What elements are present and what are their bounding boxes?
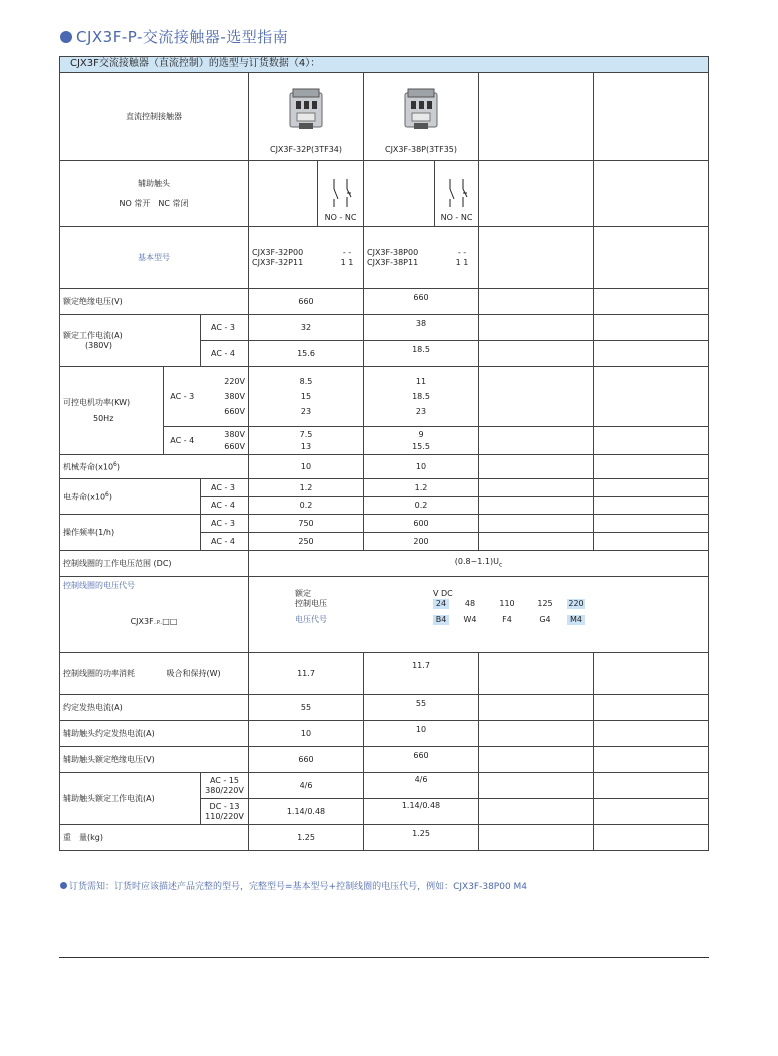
work-current-title: 额定工作电流(A): [63, 330, 123, 340]
elec-life-sup: 6: [105, 490, 109, 498]
motor-ac3-values-1: [249, 367, 364, 427]
mp-ac3-380-1: 15: [300, 391, 312, 401]
wc-ac3-1: 32: [249, 315, 364, 341]
coil-code-model-box: □□: [162, 617, 178, 626]
of-ac3-1: 750: [249, 515, 364, 533]
v660-label: 660V: [224, 441, 245, 451]
of-ac3-2: 600: [364, 515, 479, 533]
empty-cell: [594, 227, 709, 289]
wc-ac4-2: 18.5: [364, 341, 479, 367]
empty-cell: [479, 427, 594, 455]
order-note-text: 订货需知：订货时应该描述产品完整的型号，完整型号=基本型号+控制线圈的电压代号，例如：CJX3F-38P00 M4: [69, 882, 528, 892]
value-list: [367, 429, 475, 453]
op-freq-label: 操作频率(1/h): [60, 515, 201, 551]
model-1-mark-a: - -: [342, 247, 352, 257]
empty-cell: [594, 341, 709, 367]
voltage-list: [204, 376, 246, 418]
empty-cell: [594, 315, 709, 341]
work-current-sub: (380V): [85, 340, 112, 350]
motor-ac4-values-1: [249, 427, 364, 455]
aux-ac15-1: 4/6: [249, 773, 364, 799]
el-ac4-2: 0.2: [364, 497, 479, 515]
coil-range-sub: c: [498, 562, 503, 570]
mech-life-text: 机械寿命(x10: [63, 462, 114, 472]
mech-life-1: 10: [249, 455, 364, 479]
model-2a: CJX3F-38P00: [367, 247, 419, 257]
base-model-label: 基本型号: [60, 227, 249, 289]
motor-hz: 50Hz: [93, 413, 114, 423]
motor-ac3-label: AC - 3: [164, 367, 201, 427]
empty-cell: [249, 161, 318, 227]
model-1a: CJX3F-32P00: [252, 247, 304, 257]
empty-cell: [594, 455, 709, 479]
model-1b: CJX3F-32P11: [252, 257, 304, 267]
wc-ac4-1: 15.6: [249, 341, 364, 367]
coil-range-value: [249, 551, 709, 577]
motor-power-label: [60, 367, 164, 455]
aux-contact-label: [60, 161, 249, 227]
mp-ac3-220-2: 11: [415, 376, 427, 386]
order-note: [60, 879, 527, 892]
aux-ins-1: 660: [249, 747, 364, 773]
el-ac3-2: 1.2: [364, 479, 479, 497]
no-nc-2: NO - NC: [440, 213, 473, 222]
empty-cell: [594, 289, 709, 315]
weight-2: 1.25: [364, 825, 479, 851]
empty-cell: [479, 721, 594, 747]
empty-cell: [594, 799, 709, 825]
empty-cell: [594, 479, 709, 497]
insulation-v1: 660: [249, 289, 364, 315]
empty-cell: [594, 533, 709, 551]
of-ac4-2: 200: [364, 533, 479, 551]
value-list: [367, 376, 475, 418]
model-2-mark-b: 1 1: [455, 257, 469, 267]
thermal-2: 55: [364, 695, 479, 721]
empty-cell: [594, 825, 709, 851]
code-m4: M4: [567, 615, 585, 625]
weight-1: 1.25: [249, 825, 364, 851]
model-2-mark-a: - -: [457, 247, 467, 257]
empty-cell: [479, 773, 594, 799]
product-cell-1: [249, 73, 364, 161]
el-ac4-label: AC - 4: [201, 497, 249, 515]
table-caption: CJX3F交流接触器（直流控制）的选型与订货数据（4）：: [60, 57, 709, 73]
aux-ins-2: 660: [364, 747, 479, 773]
product-name-1: CJX3F-32P(3TF34): [269, 145, 342, 154]
mp-ac4-660-2: 15.5: [412, 441, 430, 451]
model-cell-2: [364, 227, 479, 289]
v220-label: 220V: [224, 376, 245, 386]
coil-code-model: [63, 617, 245, 627]
empty-cell: [479, 73, 594, 161]
dc13-voltage: 110/220V: [205, 811, 244, 821]
elec-life-text: 电寿命(x10: [63, 492, 106, 502]
coil-power-2: 11.7: [364, 653, 479, 695]
code-b4: B4: [433, 615, 449, 625]
v660-label: 660V: [224, 406, 245, 416]
coil-code-label-cell: [60, 577, 249, 653]
of-ac4-1: 250: [249, 533, 364, 551]
v380-label: 380V: [224, 391, 245, 401]
voltage-125: 125: [537, 599, 553, 608]
mp-ac3-660-1: 23: [300, 406, 312, 416]
empty-cell: [594, 367, 709, 427]
model-inner-1: [252, 248, 360, 268]
coil-code-values: [249, 577, 709, 653]
product-name-2: CJX3F-38P(3TF35): [384, 145, 457, 154]
empty-cell: [479, 747, 594, 773]
empty-cell: [594, 653, 709, 695]
ac15-voltage: 380/220V: [205, 785, 244, 795]
bullet-icon: [60, 31, 72, 43]
dc-contactor-label: 直流控制接触器: [60, 73, 249, 161]
empty-cell: [479, 533, 594, 551]
thermal-1: 55: [249, 695, 364, 721]
mp-ac4-660-1: 13: [300, 441, 312, 451]
code-w4: W4: [463, 615, 477, 624]
voltage-48: 48: [464, 599, 476, 608]
of-ac3-label: AC - 3: [201, 515, 249, 533]
motor-power-title: 可控电机功率(KW): [63, 397, 131, 407]
mech-life-sup: 6: [113, 460, 117, 468]
empty-cell: [479, 825, 594, 851]
motor-ac4-label: AC - 4: [164, 427, 201, 455]
value-list: [252, 429, 360, 453]
aux-thermal-1: 10: [249, 721, 364, 747]
coil-code-grid: [295, 589, 585, 625]
contactor-image-icon: [287, 87, 325, 131]
rated-label: 额定: [295, 589, 311, 598]
voltage-list: [204, 429, 246, 453]
empty-cell: [479, 479, 594, 497]
aux-contact-title: 辅助触头: [138, 178, 170, 188]
mp-ac3-220-1: 8.5: [299, 376, 313, 386]
weight-label: 重 量(kg): [60, 825, 249, 851]
coil-power-label: 控制线圈的功率消耗: [60, 653, 164, 695]
motor-ac3-values-2: [364, 367, 479, 427]
dc13-label: DC - 13: [209, 801, 240, 811]
motor-ac4-voltages: [201, 427, 249, 455]
aux-dc13-2: 1.14/0.48: [364, 799, 479, 825]
aux-work-current-label: 辅助触头额定工作电流(A): [60, 773, 201, 825]
empty-cell: [479, 799, 594, 825]
insulation-v2: 660: [364, 289, 479, 315]
empty-cell: [594, 497, 709, 515]
no-nc-1: NO - NC: [324, 213, 357, 222]
empty-cell: [479, 497, 594, 515]
motor-ac3-voltages: [201, 367, 249, 427]
empty-cell: [479, 289, 594, 315]
ac15-label-cell: [201, 773, 249, 799]
code-f4: F4: [502, 615, 512, 624]
code-g4: G4: [539, 615, 551, 624]
mp-ac3-660-2: 23: [415, 406, 427, 416]
bullet-icon: [60, 882, 67, 889]
empty-cell: [479, 367, 594, 427]
coil-range-label: 控制线圈的工作电压范围 (DC): [60, 551, 249, 577]
vdc-label: V DC: [433, 589, 453, 598]
aux-thermal-2: 10: [364, 721, 479, 747]
ctrl-voltage-label: 控制电压: [295, 599, 327, 608]
wc-ac3-2: 38: [364, 315, 479, 341]
empty-cell: [479, 341, 594, 367]
product-cell-2: [364, 73, 479, 161]
elec-life-label: 电寿命$(x10^6)$: [60, 479, 201, 515]
mp-ac3-380-2: 18.5: [412, 391, 430, 401]
value-list: [252, 376, 360, 418]
aux-symbol-cell-2: [435, 161, 479, 227]
coil-code-model-mid: ..P..: [153, 620, 163, 626]
model-2b: CJX3F-38P11: [367, 257, 419, 267]
aux-ac15-2: 4/6: [364, 773, 479, 799]
aux-thermal-label: 辅助触头约定发热电流(A): [60, 721, 249, 747]
empty-cell: [479, 315, 594, 341]
footer-divider: [59, 957, 709, 958]
el-ac4-1: 0.2: [249, 497, 364, 515]
empty-cell: [479, 515, 594, 533]
page-title: [60, 26, 288, 47]
insulation-voltage-label: 额定绝缘电压(V): [60, 289, 249, 315]
empty-cell: [594, 515, 709, 533]
aux-insulation-label: 辅助触头额定绝缘电压(V): [60, 747, 249, 773]
voltage-220: 220: [568, 599, 584, 608]
model-cell-1: [249, 227, 364, 289]
empty-cell: [594, 73, 709, 161]
empty-cell: [594, 695, 709, 721]
empty-cell: [364, 161, 435, 227]
voltage-110: 110: [499, 599, 515, 608]
voltage-code-label: 电压代号: [295, 615, 327, 624]
ac4-label: AC - 4: [201, 341, 249, 367]
empty-cell: [479, 653, 594, 695]
pickup-hold-label: 吸合和保持(W): [164, 653, 249, 695]
mp-ac4-380-2: 9: [418, 429, 424, 439]
ac15-label: AC - 15: [209, 775, 240, 785]
motor-ac4-values-2: [364, 427, 479, 455]
aux-symbol-cell-1: [318, 161, 364, 227]
work-current-label: [60, 315, 201, 367]
no-nc-legend: NO 常开 NC 常闭: [119, 198, 189, 208]
mech-life-label: 机械寿命$(x10^6)$: [60, 455, 249, 479]
empty-cell: [594, 721, 709, 747]
contactor-image-icon: [402, 87, 440, 131]
mech-life-2: 10: [364, 455, 479, 479]
thermal-current-label: 约定发热电流(A): [60, 695, 249, 721]
empty-cell: [594, 161, 709, 227]
contact-symbol-icon: [327, 177, 355, 209]
coil-range-val: (0.8~1.1)U: [454, 557, 499, 567]
ac3-label: AC - 3: [201, 315, 249, 341]
empty-cell: [594, 747, 709, 773]
coil-code-model-prefix: CJX3F: [130, 617, 154, 626]
of-ac4-label: AC - 4: [201, 533, 249, 551]
aux-dc13-1: 1.14/0.48: [249, 799, 364, 825]
empty-cell: [479, 695, 594, 721]
empty-cell: [594, 427, 709, 455]
el-ac3-1: 1.2: [249, 479, 364, 497]
model-1-mark-b: 1 1: [340, 257, 354, 267]
empty-cell: [479, 455, 594, 479]
spec-table: [59, 56, 709, 851]
el-ac3-label: AC - 3: [201, 479, 249, 497]
coil-code-label: 控制线圈的电压代号: [63, 581, 135, 590]
page-title-text: CJX3F-P-交流接触器-选型指南: [76, 28, 289, 46]
v380-label: 380V: [224, 429, 245, 439]
contact-symbol-icon: [443, 177, 471, 209]
coil-power-1: 11.7: [249, 653, 364, 695]
model-inner-2: [367, 248, 475, 268]
mp-ac4-380-1: 7.5: [299, 429, 313, 439]
empty-cell: [479, 161, 594, 227]
empty-cell: [594, 773, 709, 799]
empty-cell: [479, 227, 594, 289]
dc13-label-cell: [201, 799, 249, 825]
voltage-24: 24: [433, 599, 449, 609]
